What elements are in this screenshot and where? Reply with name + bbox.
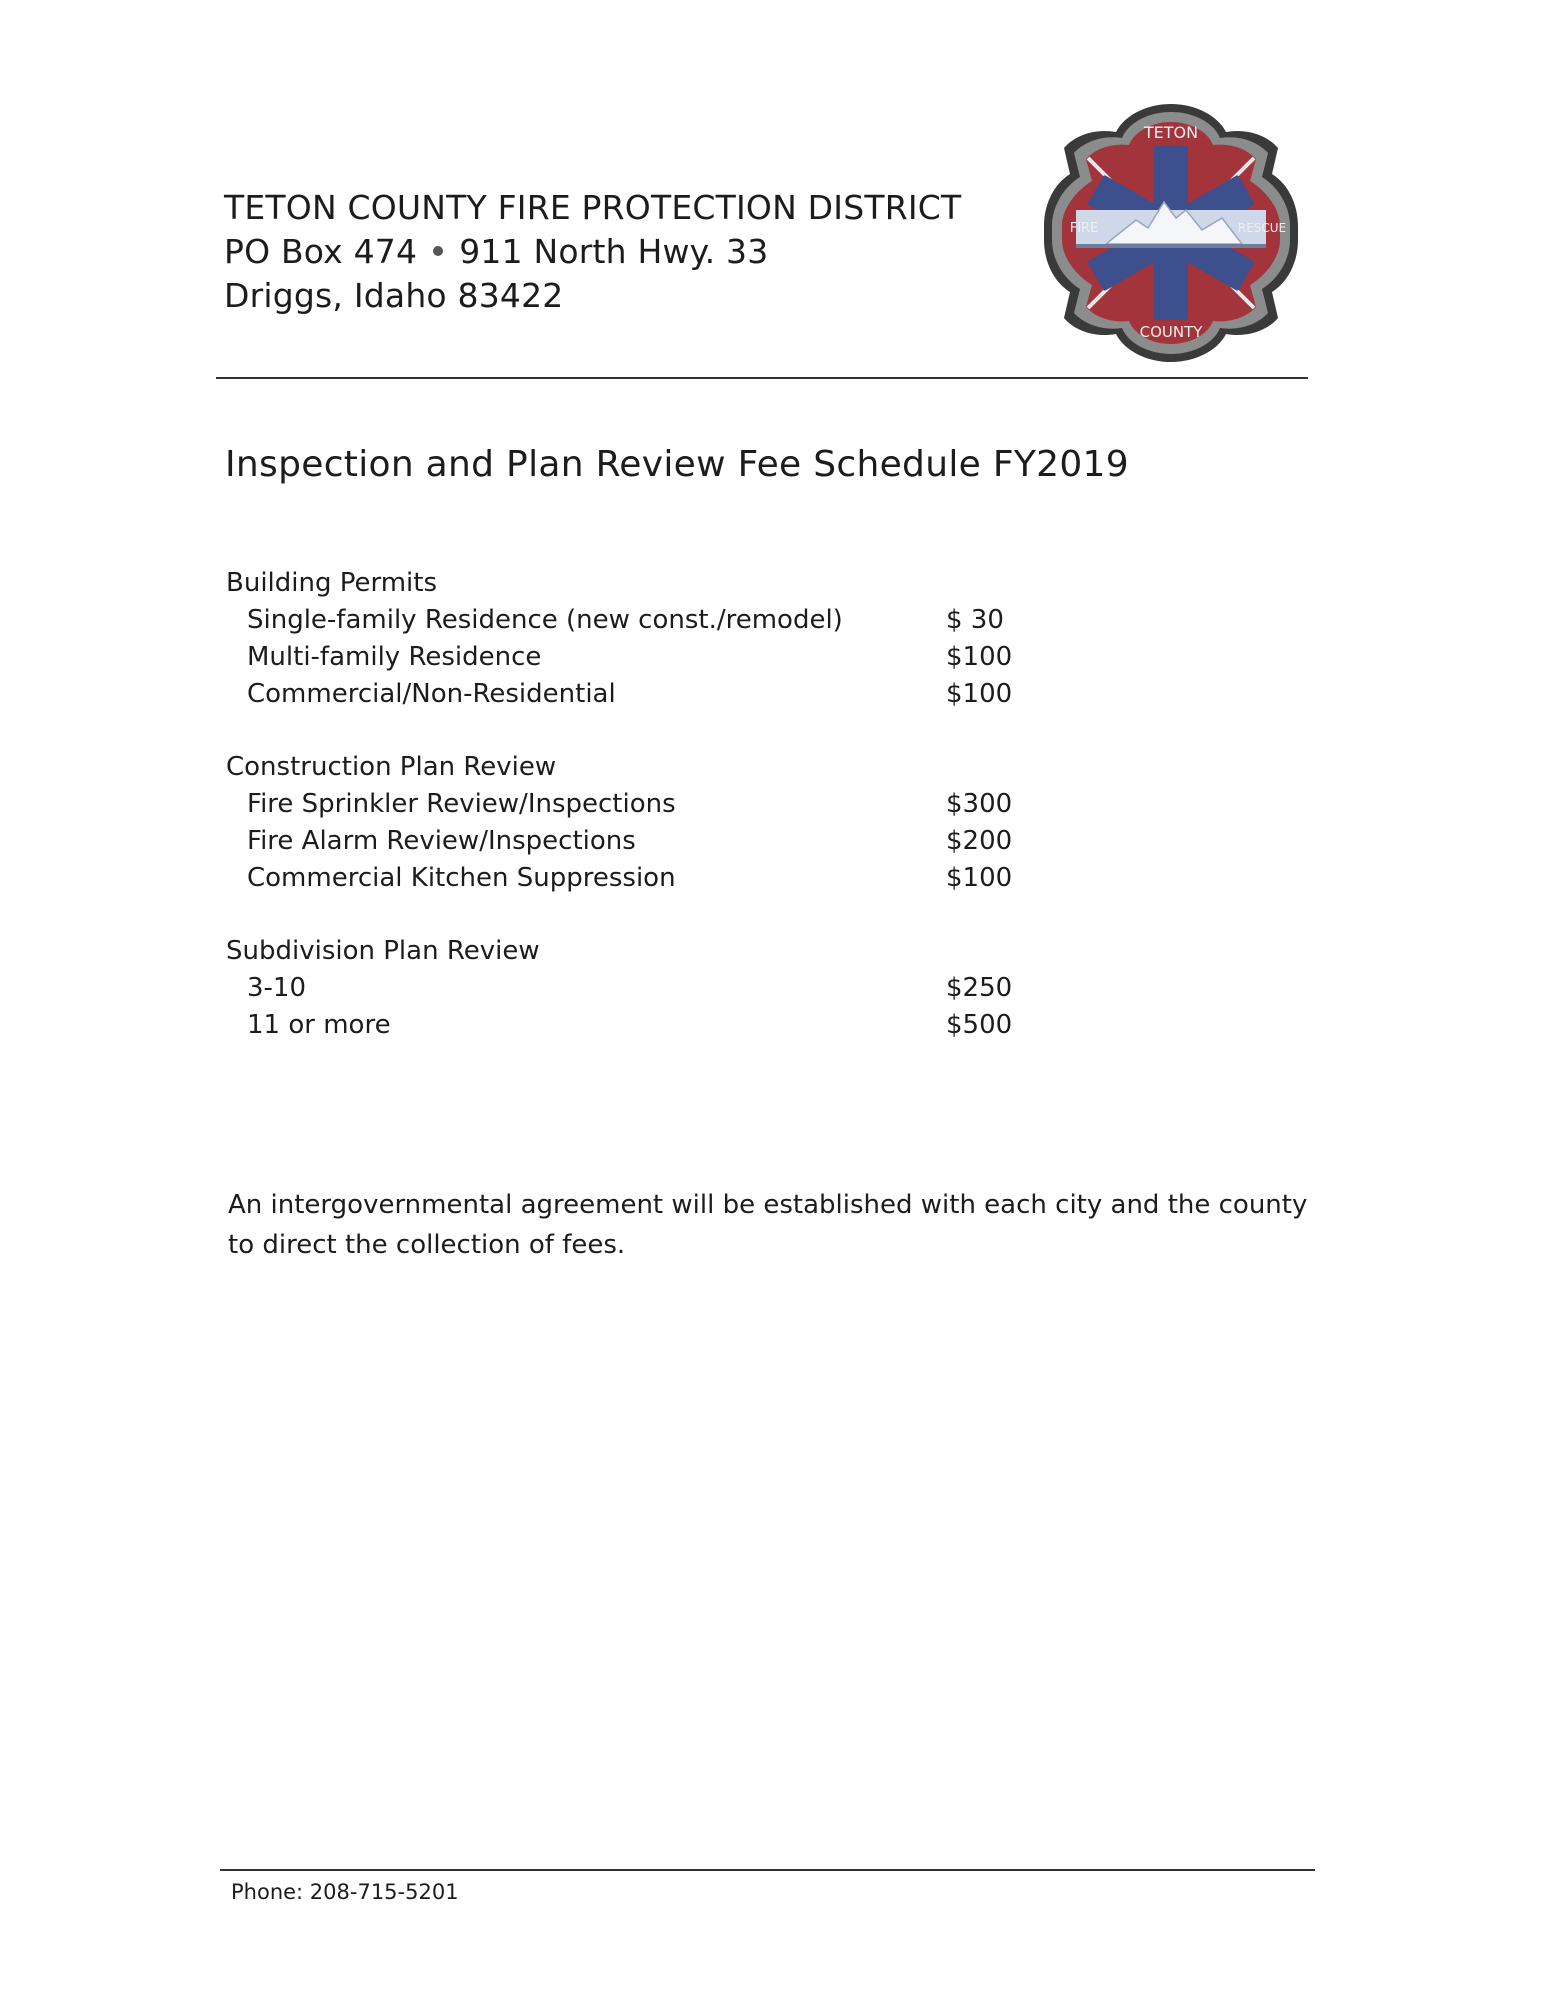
document-title: Inspection and Plan Review Fee Schedule FY2019	[225, 444, 1129, 485]
fire-district-logo	[1036, 98, 1306, 368]
fee-label: Fire Alarm Review/Inspections	[247, 826, 636, 856]
fee-label: 3-10	[247, 973, 307, 1003]
fee-schedule	[226, 565, 1126, 1080]
logo-text-left: FIRE	[1069, 221, 1099, 236]
section-subdivision-plan-review	[226, 933, 1126, 1044]
logo-text-bottom: COUNTY	[1139, 323, 1203, 341]
fee-row	[226, 860, 1126, 897]
fee-label: 11 or more	[247, 1010, 391, 1040]
section-title: Construction Plan Review	[226, 752, 557, 782]
fee-row	[226, 786, 1126, 823]
section-title: Subdivision Plan Review	[226, 936, 540, 966]
fee-row	[226, 970, 1126, 1007]
fee-amount: $300	[946, 789, 1013, 819]
org-name: TETON COUNTY FIRE PROTECTION DISTRICT	[224, 188, 962, 227]
fee-amount: $100	[946, 863, 1013, 893]
fee-row	[226, 639, 1126, 676]
section-building-permits	[226, 565, 1126, 713]
footer-divider	[220, 1869, 1315, 1871]
address-line-1	[224, 230, 961, 274]
fee-label: Single-family Residence (new const./remodel)	[247, 605, 843, 635]
fee-label: Commercial/Non-Residential	[247, 679, 616, 709]
footer-phone: Phone: 208-715-5201	[231, 1880, 459, 1904]
fee-amount: $100	[946, 642, 1013, 672]
street-address: 911 North Hwy. 33	[459, 232, 769, 271]
logo-text-right: RESCUE	[1237, 221, 1287, 235]
header-divider	[216, 377, 1308, 379]
maltese-cross-emblem	[1036, 98, 1306, 368]
fee-label: Fire Sprinkler Review/Inspections	[247, 789, 676, 819]
fee-label: Multi-family Residence	[247, 642, 542, 672]
fee-row	[226, 823, 1126, 860]
fee-amount: $250	[946, 973, 1013, 1003]
section-construction-plan-review	[226, 749, 1126, 897]
fee-row	[226, 676, 1126, 713]
section-title: Building Permits	[226, 568, 438, 598]
fee-amount: $500	[946, 1010, 1013, 1040]
address-block	[224, 186, 961, 318]
fee-row	[226, 602, 1126, 639]
logo-text-top: TETON	[1143, 123, 1199, 142]
city-state-zip: Driggs, Idaho 83422	[224, 276, 564, 315]
bullet-icon	[433, 246, 443, 256]
po-box: PO Box 474	[224, 232, 418, 271]
agreement-note: An intergovernmental agreement will be established with each city and the county to direct the collection of fees.	[228, 1190, 1308, 1260]
fee-row	[226, 1007, 1126, 1044]
fee-amount: $200	[946, 826, 1013, 856]
fee-amount: $100	[946, 679, 1013, 709]
fee-label: Commercial Kitchen Suppression	[247, 863, 676, 893]
fee-amount: $ 30	[946, 605, 1004, 635]
